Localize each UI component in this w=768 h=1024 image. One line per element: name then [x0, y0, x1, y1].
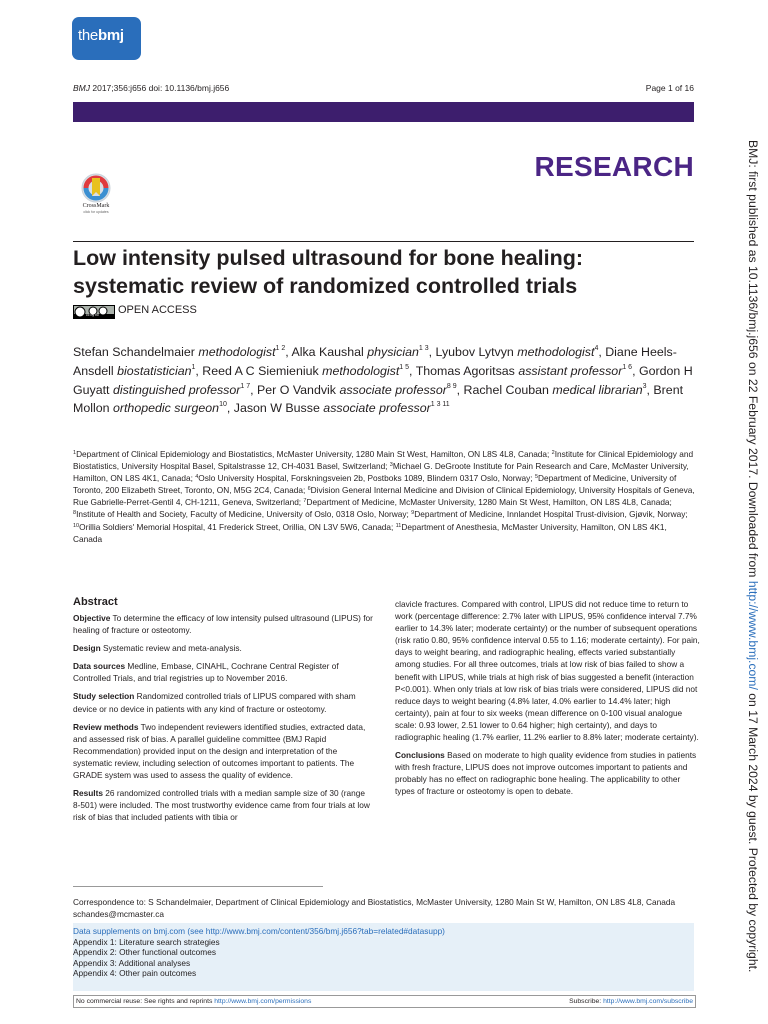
- author-role: methodologist: [517, 345, 595, 359]
- author-affiliation-marks: 1 5: [399, 363, 410, 371]
- author-name: Reed A C Siemieniuk: [202, 363, 319, 378]
- affiliation-number: 9: [411, 510, 415, 517]
- author-affiliation-marks: 1: [191, 363, 196, 371]
- article-title: Low intensity pulsed ultrasound for bone healing: systematic review of randomized controlled trials: [73, 246, 584, 298]
- author-affiliation-marks: 4: [594, 345, 599, 352]
- author-entry: Reed A C Siemieniuk methodologist$^{1 5}$,: [202, 363, 416, 378]
- affiliation-number: 10: [73, 522, 80, 529]
- affiliation-text: Institute of Health and Society, Faculty of Medicine, University of Oslo, 0318 Oslo, Norway;: [76, 509, 412, 520]
- author-affiliation-marks: 10: [219, 401, 227, 409]
- author-affiliation-marks: 1 3 11: [430, 401, 450, 409]
- abstract-heading: Abstract: [73, 596, 118, 608]
- subscribe-link[interactable]: http://www.bmj.com/subscribe: [603, 998, 693, 1005]
- author-role: physician: [367, 345, 419, 359]
- affiliation-number: 8: [73, 510, 77, 517]
- citation-rest: 2017;356:j656 doi: 10.1136/bmj.j656: [90, 83, 230, 93]
- affiliation-text: Division General Internal Medicine and Division of Clinical Epidemiology, University Hospitals of Geneva, Rue Gabrielle-Perret-Gentil 4, CH-1211, Geneva, Switzerland;: [73, 485, 695, 508]
- affiliation-number: 7: [303, 498, 307, 505]
- section-label: RESEARCH: [534, 151, 694, 182]
- affiliation-text: Department of Medicine, University of Toronto, 200 Elizabeth Street, Toronto, ON, M5G 2C4, Canada;: [73, 473, 677, 496]
- affiliation-number: 6: [307, 486, 311, 493]
- affiliation-number: 1: [73, 450, 77, 456]
- supplement-item[interactable]: Appendix 1: Literature search strategies: [73, 936, 220, 947]
- affiliation-number: 2: [551, 450, 555, 456]
- author-name: Rachel Couban: [463, 382, 549, 397]
- affiliation-number: 11: [395, 522, 402, 529]
- affiliation-text: Department of Medicine, Innlandet Hospital Trust-division, Gjøvik, Norway;: [414, 509, 688, 520]
- supplements-heading[interactable]: Data supplements on bmj.com (see http://www.bmj.com/content/356/bmj.j656?tab=related#datasupp): [73, 926, 445, 936]
- author-entry: Gordon H Guyatt distinguished professor$^{1 7}$,: [73, 363, 693, 397]
- bmj-logo[interactable]: [72, 17, 141, 60]
- correspondence: Correspondence to: S Schandelmaier, Department of Clinical Epidemiology and Biostatistics, McMaster University, 1280 Main St W, Hamilton, ON L8S 4L8, Canada schandes@mcmaster.ca: [73, 897, 676, 919]
- author-entry: Per O Vandvik associate professor$^{8 9}$,: [257, 382, 464, 397]
- author-affiliation-marks: 1 6: [622, 363, 633, 371]
- author-name: Lyubov Lytvyn: [435, 345, 514, 359]
- abstract-section-text: Randomized controlled trials of LIPUS compared with sham device or no device in patients with any kind of fracture or osteotomy.: [73, 691, 356, 714]
- affiliation-text: Oslo University Hospital, Forskningsveien 2b, Postboks 1089, Blindern 0317 Oslo, Norway;: [198, 473, 535, 484]
- abstract-paragraph: [395, 598, 700, 743]
- author-role: associate professor: [339, 382, 447, 397]
- cc-badge-text: cc by nc: [86, 313, 99, 317]
- affiliation-text: Department of Clinical Epidemiology and Biostatistics, McMaster University, 1280 Main St West, Hamilton, ON L8S 4L8, Canada;: [76, 449, 552, 459]
- cc-license-icon[interactable]: [73, 305, 115, 319]
- open-access-label: OPEN ACCESS: [118, 304, 197, 316]
- affiliation-text: Institute for Clinical Epidemiology and Biostatistics, University Hospital Basel, Spitalstrasse 12, CH-4031 Basel, Switzerland;: [73, 449, 694, 472]
- abstract-right-column: [395, 598, 700, 804]
- abstract-section-text: 26 randomized controlled trials with a median sample size of 30 (range 8-501) were included. The most trustworthy evidence came from four trials at low risk of bias that included patients with tibia or: [73, 788, 370, 823]
- abstract-section-text: Based on moderate to high quality evidence from studies in patients with fresh fracture, LIPUS does not improve outcomes important to patients and probably has no effect on radiographic bone healing. The applicability to other types of fracture or osteotomy is open to debate.: [395, 750, 697, 797]
- logo-bmj: bmj: [97, 27, 124, 44]
- abstract-section-label: Data sources: [73, 661, 126, 672]
- author-affiliation-marks: 1 2: [275, 345, 286, 352]
- abstract-section-label: Results: [73, 788, 103, 799]
- author-role: assistant professor: [518, 363, 623, 378]
- crossmark-sublabel: click for updates: [83, 210, 109, 214]
- affiliation-text: Department of Anesthesia, McMaster University, Hamilton, ON L8S 4K1, Canada: [73, 521, 667, 544]
- abstract-paragraph: [73, 721, 373, 781]
- author-role: orthopedic surgeon: [112, 401, 220, 416]
- author-entry: Brent Mollon orthopedic surgeon$^{10}$,: [73, 382, 684, 416]
- crossmark-icon[interactable]: [78, 172, 114, 216]
- abstract-paragraph: [73, 612, 373, 636]
- author-name: Alka Kaushal: [291, 345, 364, 359]
- footer-rights-text: No commercial reuse: See rights and reprints: [76, 998, 215, 1005]
- author-entry: Lyubov Lytvyn methodologist$^4$,: [435, 345, 606, 359]
- author-role: associate professor: [323, 401, 431, 416]
- abstract-section-label: Study selection: [73, 691, 135, 702]
- abstract-paragraph: [73, 660, 373, 684]
- logo-the: the: [78, 27, 98, 44]
- side-note-text: BMJ: first published as 10.1136/bmj.j656 on 22 February 2017. Downloaded from: [746, 140, 760, 581]
- citation-journal: BMJ: [73, 83, 90, 93]
- affiliations: [73, 448, 698, 545]
- author-list: [73, 343, 703, 418]
- abstract-section-label: Conclusions: [395, 750, 445, 761]
- abstract-section-text: clavicle fractures. Compared with control, LIPUS did not reduce time to return to work (percentage difference: 2.7% later with LIPUS, 95% confidence interval 7.7% earlier to 14.3% later; moderate certainty) or the number of subsequent operations (risk ratio 0.80, 95% confidence interval 0.55 to 1.16; moderate certainty). For pain, days to weight bearing, and radiographic healing, effects varied substantially among studies. For all three outcomes, trials at low risk of bias failed to show a benefit with LIPUS, while trials at high risk of bias suggested a benefit (interaction P<0.001). When only trials at low risk of bias trials were considered, LIPUS did not reduce days to weight bearing (4.8% later, 4.0% earlier to 14.4% later; high certainty), pain at four to six weeks (mean difference on 0-100 visual analogue scale: 0.93 lower, 2.51 lower to 0.64 higher; high certainty), and days to radiographic healing (1.7% earlier, 11.2% earlier to 8.8% later; moderate certainty).: [395, 599, 700, 743]
- author-name: Gordon H Guyatt: [73, 363, 693, 397]
- author-affiliation-marks: 8 9: [446, 382, 457, 390]
- author-role: distinguished professor: [112, 382, 241, 397]
- abstract-section-text: Systematic review and meta-analysis.: [100, 643, 242, 654]
- affiliation-number: 5: [534, 474, 538, 481]
- footnote-rule: [73, 886, 323, 887]
- side-note-text-end: on 17 March 2024 by guest. Protected by copyright.: [746, 689, 760, 973]
- author-entry: Alka Kaushal physician$^{1 3}$,: [291, 345, 436, 359]
- crossmark-label: CrossMark: [82, 203, 110, 209]
- author-role: medical librarian: [552, 382, 643, 397]
- affiliation-number: 4: [195, 474, 199, 481]
- author-name: Jason W Busse: [233, 401, 320, 416]
- header-bar: [73, 102, 694, 122]
- abstract-paragraph: [73, 642, 373, 654]
- abstract-left-column: [73, 612, 373, 829]
- author-role: methodologist: [322, 363, 400, 378]
- author-entry: [234, 401, 450, 415]
- abstract-section-text: To determine the efficacy of low intensity pulsed ultrasound (LIPUS) for healing of fracture or osteotomy.: [73, 613, 373, 636]
- abstract-paragraph: [73, 690, 373, 714]
- affiliation-number: 3: [389, 462, 393, 469]
- author-affiliation-marks: 1 7: [240, 382, 251, 390]
- affiliation-text: Department of Medicine, McMaster University, 1280 Main St West, Hamilton, ON L8S 4L8, Canada;: [306, 497, 672, 508]
- abstract-section-label: Objective: [73, 613, 111, 623]
- author-entry: Stefan Schandelmaier methodologist$^{1 2}$,: [73, 345, 292, 359]
- author-affiliation-marks: 1 3: [418, 345, 429, 352]
- page-footer: [73, 995, 696, 1008]
- supplement-item[interactable]: Appendix 2: Other functional outcomes: [73, 947, 216, 957]
- abstract-paragraph: [395, 749, 700, 797]
- abstract-paragraph: [73, 787, 373, 823]
- author-role: methodologist: [198, 345, 276, 359]
- abstract-section-text: Two independent reviewers identified studies, extracted data, and assessed risk of bias. A parallel guideline committee (BMJ Rapid Recommendation) provided input on the design and interpretation of the systematic review, including selection of outcomes important to patients. The GRADE system was used to assess the quality of evidence.: [73, 721, 366, 781]
- page-number: Page 1 of 16: [645, 83, 694, 93]
- author-entry: Thomas Agoritsas assistant professor$^{1 6}$,: [415, 363, 639, 378]
- author-name: Brent Mollon: [73, 382, 684, 416]
- abstract-section-text: Medline, Embase, CINAHL, Cochrane Central Register of Controlled Trials, and trial registries up to November 2016.: [73, 661, 339, 684]
- supplement-item[interactable]: Appendix 3: Additional analyses: [73, 957, 191, 968]
- citation: [73, 83, 229, 93]
- author-name: Per O Vandvik: [257, 382, 336, 397]
- abstract-section-label: Review methods: [73, 721, 139, 732]
- author-role: biostatistician: [117, 363, 192, 378]
- data-supplements-box: [73, 923, 694, 991]
- footer-subscribe-text: Subscribe:: [569, 998, 604, 1005]
- author-affiliation-marks: 3: [642, 382, 647, 390]
- author-entry: Diane Heels-Ansdell biostatistician$^1$,: [73, 345, 677, 378]
- author-name: Diane Heels-Ansdell: [73, 345, 677, 378]
- affiliation-text: Orillia Soldiers' Memorial Hospital, 41 Frederick Street, Orillia, ON L3V 5W6, Canada;: [79, 521, 396, 532]
- author-name: Thomas Agoritsas: [415, 363, 515, 378]
- abstract-section-label: Design: [73, 643, 101, 654]
- supplement-item[interactable]: Appendix 4: Other pain outcomes: [73, 968, 197, 978]
- author-name: Stefan Schandelmaier: [73, 345, 195, 359]
- affiliation-text: Michael G. DeGroote Institute for Pain Research and Care, McMaster University, Hamilton, ON L8S 4K1, Canada;: [73, 461, 689, 484]
- side-note-link[interactable]: http://www.bmj.com/: [746, 580, 760, 690]
- permissions-link[interactable]: http://www.bmj.com/permissions: [214, 998, 312, 1005]
- title-rule: [73, 241, 694, 242]
- author-entry: Rachel Couban medical librarian$^3$,: [463, 382, 654, 397]
